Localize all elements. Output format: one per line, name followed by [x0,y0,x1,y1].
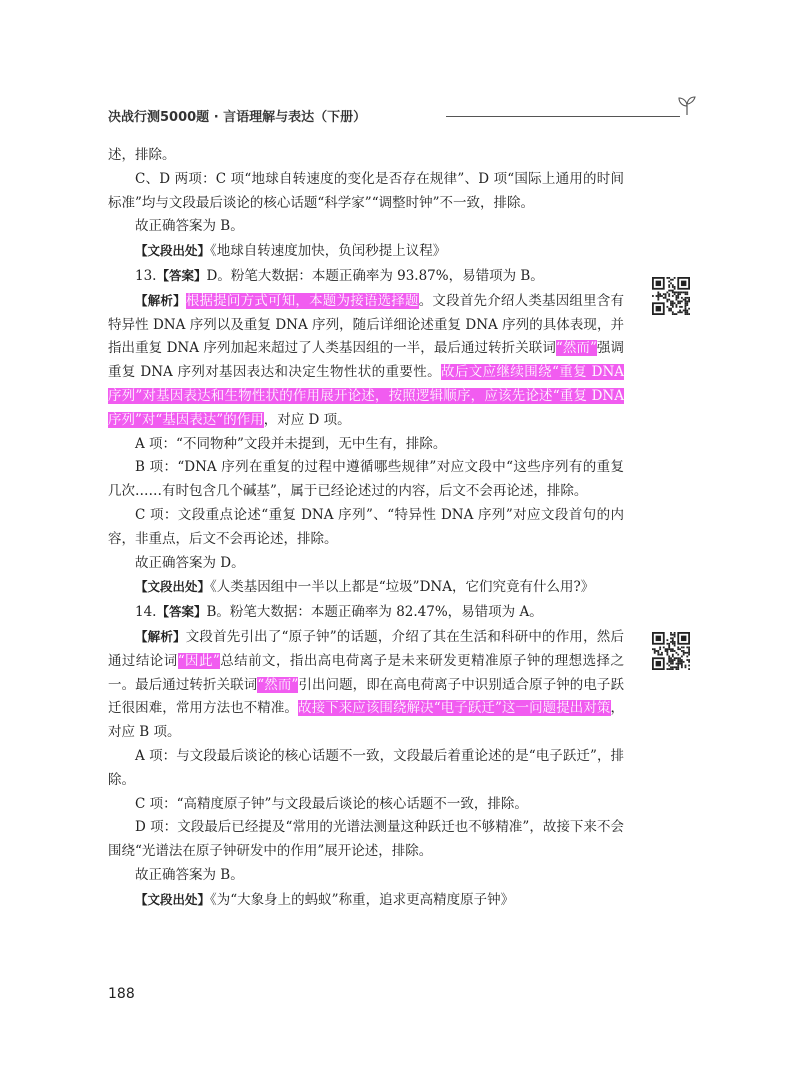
conclusion: 故正确答案为 D。 [135,554,245,571]
analysis-text: 。文段首先介绍人类基因组里含有特异性 DNA 序列以及重复 DNA 序列，随后详细论述重复 DNA 序列的具体表现，并指出重复 DNA 序列加起来超过了人类基因组的一半，最后通过转折关联词 [108,292,625,357]
answer-label: 【答案】 [156,604,207,620]
source-label: 【文段出处】 [135,891,211,907]
qr-code-icon[interactable] [652,632,690,670]
option-c-analysis: C 项：文段重点论述“重复 DNA 序列”、“特异性 DNA 序列”对应文段首句的内容，非重点，后文不会再论述，排除。 [108,506,624,547]
answer-text: B。粉笔大数据：本题正确率为 82.47%，易错项为 A。 [206,604,543,621]
source-text: 《人类基因组中一半以上都是“垃圾”DNA，它们究竟有什么用?》 [210,579,595,596]
page-number: 188 [108,986,135,1002]
answer-text: D。粉笔大数据：本题正确率为 93.87%，易错项为 B。 [206,267,544,284]
source-text: 《地球自转速度加快，负闰秒提上议程》 [210,243,447,260]
option-a-analysis: A 项：与文段最后谈论的核心话题不一致，文段最后着重论述的是“电子跃迁”，排除。 [108,747,624,788]
analysis-text: 强调重复 DNA 序列对基因表达和决定生物性状的重要性。 [108,340,624,381]
analysis-text: 引出问题，即在高电荷离子中识别适合原子钟的电子跃迁很困难，常用方法也不精准。 [108,676,624,717]
source-label: 【文段出处】 [135,243,211,259]
analysis-text: ，对应 B 项。 [108,700,625,741]
analysis-label: 【解析】 [135,292,186,308]
analysis-label: 【解析】 [135,628,186,644]
highlight: 故接下来应该围绕解决“电子跃迁”这一问题提出对策 [298,700,611,717]
source-line [108,575,624,600]
highlight: “然而” [257,676,299,693]
highlight: 故后文应继续围绕“重复 DNA 序列”对基因表达和生物性状的作用展开论述，按照逻辑顺序，应该先论述“重复 DNA 序列”对“基因表达”的作用 [108,364,625,428]
highlight: “然而” [555,340,597,357]
source-text: 《为“大象身上的蚂蚁”称重，追求更高精度原子钟》 [210,891,515,908]
answer-label: 【答案】 [156,267,207,283]
option-c-analysis: C 项：“高精度原子钟”与文段最后谈论的核心话题不一致，排除。 [135,795,528,812]
sprout-icon [676,94,698,116]
q14-number: 14. [135,604,157,621]
q13-analysis [108,289,624,433]
analysis-text: 总结前文，指出高电荷离子是未来研发更精准原子钟的理想选择之一。最后通过转折关联词 [108,652,624,693]
source-line [108,239,624,264]
q13-number: 13. [135,267,157,284]
paragraph: C、D 两项：C 项“地球自转速度的变化是否存在规律”、D 项“国际上通用的时间标准”均与文段最后谈论的核心话题“科学家”“调整时钟”不一致，排除。 [108,170,624,211]
page-body [108,144,624,913]
option-a-analysis: A 项：“不同物种”文段并未提到，无中生有，排除。 [135,435,447,452]
source-line [108,888,624,913]
conclusion: 故正确答案为 B。 [135,218,244,235]
highlight: “因此” [177,652,220,669]
analysis-text: ，对应 D 项。 [263,411,351,428]
q14-answer [108,600,624,625]
conclusion: 故正确答案为 B。 [135,866,244,883]
analysis-text: 文段首先引出了“原子钟”的话题，介绍了其在生活和科研中的作用，然后通过结论词 [108,628,624,669]
header-title: 决战行测5000题 · 言语理解与表达（下册） [108,110,367,125]
option-b-analysis: B 项：“DNA 序列在重复的过程中遵循哪些规律”对应文段中“这些序列有的重复几次……有时包含几个碱基”，属于已经论述过的内容，后文不会再论述，排除。 [108,459,624,500]
highlight: 根据提问方式可知，本题为接语选择题 [185,292,419,309]
qr-code-icon[interactable] [652,277,690,315]
q13-answer [108,264,624,289]
q14-analysis [108,625,624,745]
running-header [108,104,688,128]
option-d-analysis: D 项：文段最后已经提及“常用的光谱法测量这种跃迁也不够精准”，故接下来不会围绕“光谱法在原子钟研发中的作用”展开论述，排除。 [108,819,624,860]
header-rule [446,116,680,117]
paragraph: 述，排除。 [108,147,176,163]
source-label: 【文段出处】 [135,579,211,595]
